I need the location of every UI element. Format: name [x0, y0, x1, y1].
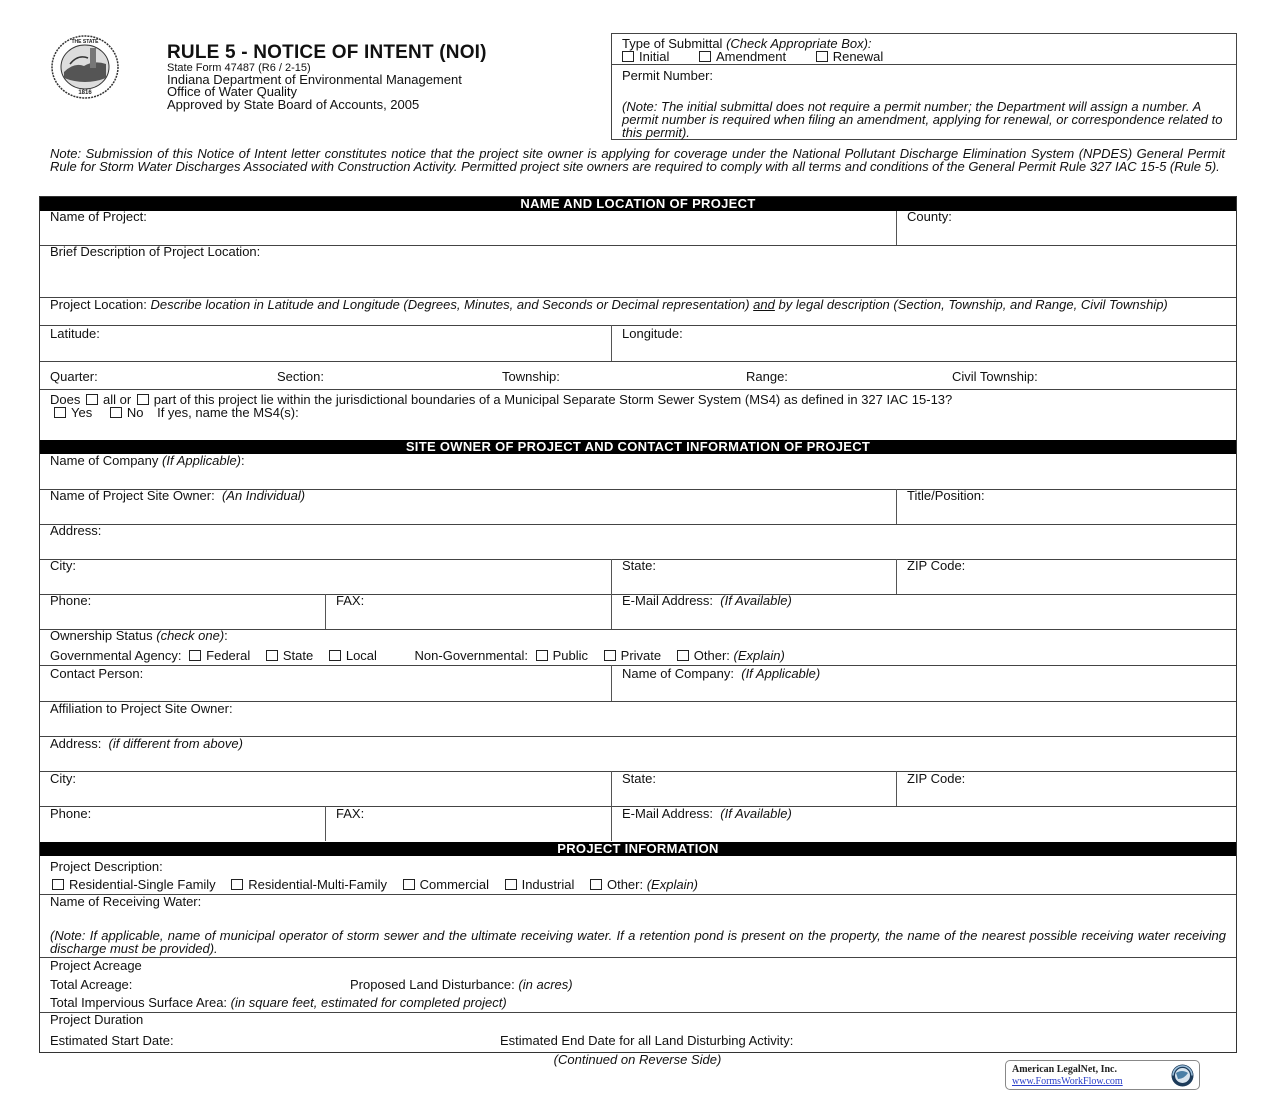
project-location-instructions: Project Location: Describe location in Latitude and Longitude (Degrees, Minutes, and Seconds or Decimal representation) and by legal description (Section, Township, and Range, Civil Township): [50, 297, 1168, 312]
project-acreage-label: Project Acreage: [50, 958, 142, 973]
title-position-label: Title/Position:: [907, 488, 985, 503]
office-name: Office of Water Quality: [167, 84, 298, 99]
vendor-badge[interactable]: [1005, 1060, 1200, 1090]
email-label: E-Mail Address: (If Available): [622, 593, 792, 608]
project-description-label: Project Description:: [50, 859, 163, 874]
checkbox-ms4-yes[interactable]: [54, 407, 66, 418]
submittal-type-box: [611, 33, 1237, 140]
section-label: Section:: [277, 369, 324, 384]
contact-email-label: E-Mail Address: (If Available): [622, 806, 792, 821]
submittal-type-label: Type of Submittal: [622, 36, 723, 51]
latitude-label: Latitude:: [50, 326, 100, 341]
permit-number-label: Permit Number:: [622, 68, 714, 83]
state-label: State:: [622, 558, 656, 573]
company-name-label: Name of Company (If Applicable):: [50, 453, 245, 468]
start-date-label: Estimated Start Date:: [50, 1033, 174, 1048]
svg-text:THE STATE: THE STATE: [71, 39, 99, 45]
range-label: Range:: [746, 369, 788, 384]
checkbox-local[interactable]: [329, 650, 341, 661]
contact-fax-label: FAX:: [336, 806, 365, 821]
submittal-renewal-option[interactable]: Renewal: [816, 49, 884, 64]
name-of-project-label: Name of Project:: [50, 209, 147, 224]
ownership-status-label: Ownership Status (check one):: [50, 628, 228, 643]
submittal-amendment-option[interactable]: Amendment: [699, 49, 786, 64]
ownership-options: Governmental Agency: Federal State Local Non-Governmental: Public Private Other: (Explain): [50, 648, 785, 663]
contact-city-label: City:: [50, 771, 76, 786]
checkbox-residential-single[interactable]: [52, 879, 64, 890]
checkbox-renewal[interactable]: [816, 51, 828, 62]
affiliation-label: Affiliation to Project Site Owner:: [50, 701, 233, 716]
state-form-number: State Form 47487 (R6 / 2-15): [167, 62, 311, 74]
impervious-surface-label: Total Impervious Surface Area: (in square feet, estimated for completed project): [50, 995, 507, 1010]
receiving-water-label: Name of Receiving Water:: [50, 894, 202, 909]
submittal-type-hint: (Check Appropriate Box):: [726, 36, 872, 51]
brief-description-label: Brief Description of Project Location:: [50, 244, 261, 259]
project-description-options: Residential-Single Family Residential-Multi-Family Commercial Industrial Other: (Explain): [52, 878, 698, 891]
checkbox-other-ownership[interactable]: [677, 650, 689, 661]
section-heading-project-info: PROJECT INFORMATION: [40, 842, 1236, 856]
form-title: RULE 5 - NOTICE OF INTENT (NOI): [167, 42, 487, 63]
land-disturbance-label: Proposed Land Disturbance: (in acres): [350, 977, 573, 992]
longitude-label: Longitude:: [622, 326, 683, 341]
checkbox-other-description[interactable]: [590, 879, 602, 890]
receiving-water-note: (Note: If applicable, name of municipal operator of storm sewer and the ultimate receiving water. If a retention pond is present on the property, the name of the nearest possible receiving water receiving discharge must be provided).: [50, 928, 1226, 956]
intro-note: Note: Submission of this Notice of Intent letter constitutes notice that the project site owner is applying for coverage under the National Pollutant Discharge Elimination System (NPDES) General Permit Rule for Storm Water Discharges Associated with Construction Activity. Permitted project site owners are required to comply with all terms and conditions of the General Permit Rule 327 IAC 15-5 (Rule 5).: [50, 146, 1225, 175]
end-date-label: Estimated End Date for all Land Disturbing Activity:: [500, 1033, 794, 1048]
county-label: County:: [907, 209, 952, 224]
ms4-question: Does all or part of this project lie within the jurisdictional boundaries of a Municipal Separate Storm Sewer System (MS4) as defined in 327 IAC 15-13?: [50, 392, 953, 407]
checkbox-ms4-all[interactable]: [86, 394, 98, 405]
approval-line: Approved by State Board of Accounts, 2005: [167, 97, 420, 112]
checkbox-amendment[interactable]: [699, 51, 711, 62]
checkbox-federal[interactable]: [189, 650, 201, 661]
checkbox-ms4-part[interactable]: [137, 394, 149, 405]
checkbox-residential-multi[interactable]: [231, 879, 243, 890]
civil-township-label: Civil Township:: [952, 369, 1038, 384]
contact-company-label: Name of Company: (If Applicable): [622, 666, 821, 681]
township-label: Township:: [502, 369, 560, 384]
checkbox-state[interactable]: [266, 650, 278, 661]
project-duration-label: Project Duration: [50, 1012, 144, 1027]
contact-zip-label: ZIP Code:: [907, 771, 966, 786]
checkbox-private[interactable]: [604, 650, 616, 661]
ms4-answer: Yes No If yes, name the MS4(s):: [54, 406, 299, 419]
continued-note: (Continued on Reverse Side): [553, 1052, 722, 1067]
checkbox-initial[interactable]: [622, 51, 634, 62]
phone-label: Phone:: [50, 593, 92, 608]
department-name: Indiana Department of Environmental Management: [167, 72, 462, 87]
contact-phone-label: Phone:: [50, 806, 92, 821]
svg-text:1816: 1816: [78, 90, 92, 96]
contact-person-label: Contact Person:: [50, 666, 144, 681]
checkbox-commercial[interactable]: [403, 879, 415, 890]
submittal-initial-option[interactable]: Initial: [622, 49, 669, 64]
address-label: Address:: [50, 523, 102, 538]
section-heading-site-owner: SITE OWNER OF PROJECT AND CONTACT INFORMATION OF PROJECT: [40, 440, 1236, 454]
zip-label: ZIP Code:: [907, 558, 966, 573]
checkbox-ms4-no[interactable]: [110, 407, 122, 418]
fax-label: FAX:: [336, 593, 365, 608]
checkbox-industrial[interactable]: [505, 879, 517, 890]
globe-icon: [1170, 1063, 1195, 1088]
contact-address-label: Address: (if different from above): [50, 736, 243, 751]
indiana-state-seal-icon: [50, 34, 120, 100]
contact-state-label: State:: [622, 771, 656, 786]
vendor-url-link[interactable]: www.FormsWorkFlow.com: [1012, 1076, 1123, 1087]
noi-form: [39, 196, 1237, 1053]
section-heading-name-location: NAME AND LOCATION OF PROJECT: [40, 197, 1236, 211]
checkbox-public[interactable]: [536, 650, 548, 661]
permit-number-note: (Note: The initial submittal does not require a permit number; the Department will assign a number. A permit number is required when filing an amendment, applying for renewal, or correspondence related to this permit).: [622, 99, 1223, 140]
city-label: City:: [50, 558, 76, 573]
permit-number-field[interactable]: [612, 65, 1236, 139]
owner-name-label: Name of Project Site Owner: (An Individual): [50, 488, 306, 503]
total-acreage-label: Total Acreage:: [50, 977, 133, 992]
quarter-label: Quarter:: [50, 369, 98, 384]
vendor-name: American LegalNet, Inc.: [1012, 1064, 1117, 1075]
